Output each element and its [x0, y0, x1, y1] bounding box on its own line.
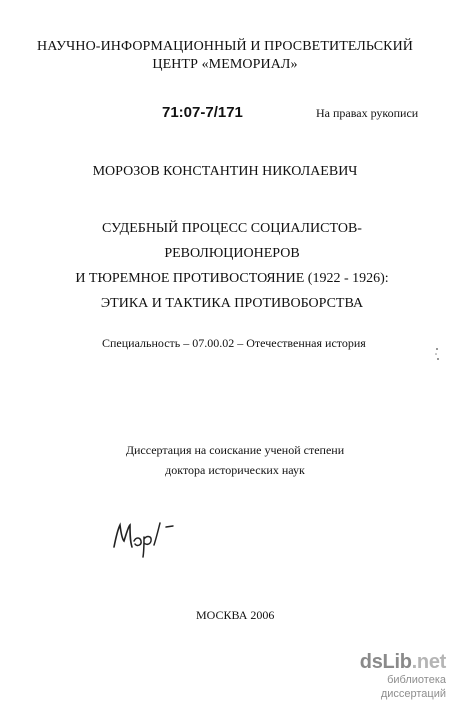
dissertation-title [52, 216, 412, 316]
watermark-logo [330, 651, 446, 673]
specialty-line: Специальность – 07.00.02 – Отечественная история [102, 336, 366, 350]
watermark-logo-domain: .net [411, 651, 446, 673]
title-line-3: ЭТИКА И ТАКТИКА ПРОТИВОБОРСТВА [100, 296, 364, 311]
watermark-subtitle: библиотека диссертаций [380, 674, 446, 700]
rights-note: На правах рукописи [316, 106, 419, 120]
author-name: МОРОЗОВ КОНСТАНТИН НИКОЛАЕВИЧ [92, 164, 358, 179]
title-line-1: СУДЕБНЫЙ ПРОЦЕСС СОЦИАЛИСТОВ-РЕВОЛЮЦИОНЕРОВ [102, 221, 362, 261]
degree-line-1: Диссертация на соискание ученой степени [125, 443, 345, 457]
organization-line-1: НАУЧНО-ИНФОРМАЦИОННЫЙ И ПРОСВЕТИТЕЛЬСКИЙ [36, 39, 413, 54]
scan-speck [433, 347, 441, 361]
dslib-watermark [330, 651, 446, 700]
degree-line-2: доктора исторических наук [165, 463, 305, 477]
city-and-year: МОСКВА 2006 [196, 608, 275, 622]
document-code: 71:07-7/171 [162, 104, 243, 121]
title-line-2: И ТЮРЕМНОЕ ПРОТИВОСТОЯНИЕ (1922 - 1926): [75, 271, 389, 286]
organization-line-2: ЦЕНТР «МЕМОРИАЛ» [152, 57, 298, 72]
organization-header [0, 38, 450, 74]
degree-statement [10, 440, 450, 480]
watermark-logo-main: dsLib [359, 651, 412, 673]
handwritten-signature [110, 515, 180, 559]
